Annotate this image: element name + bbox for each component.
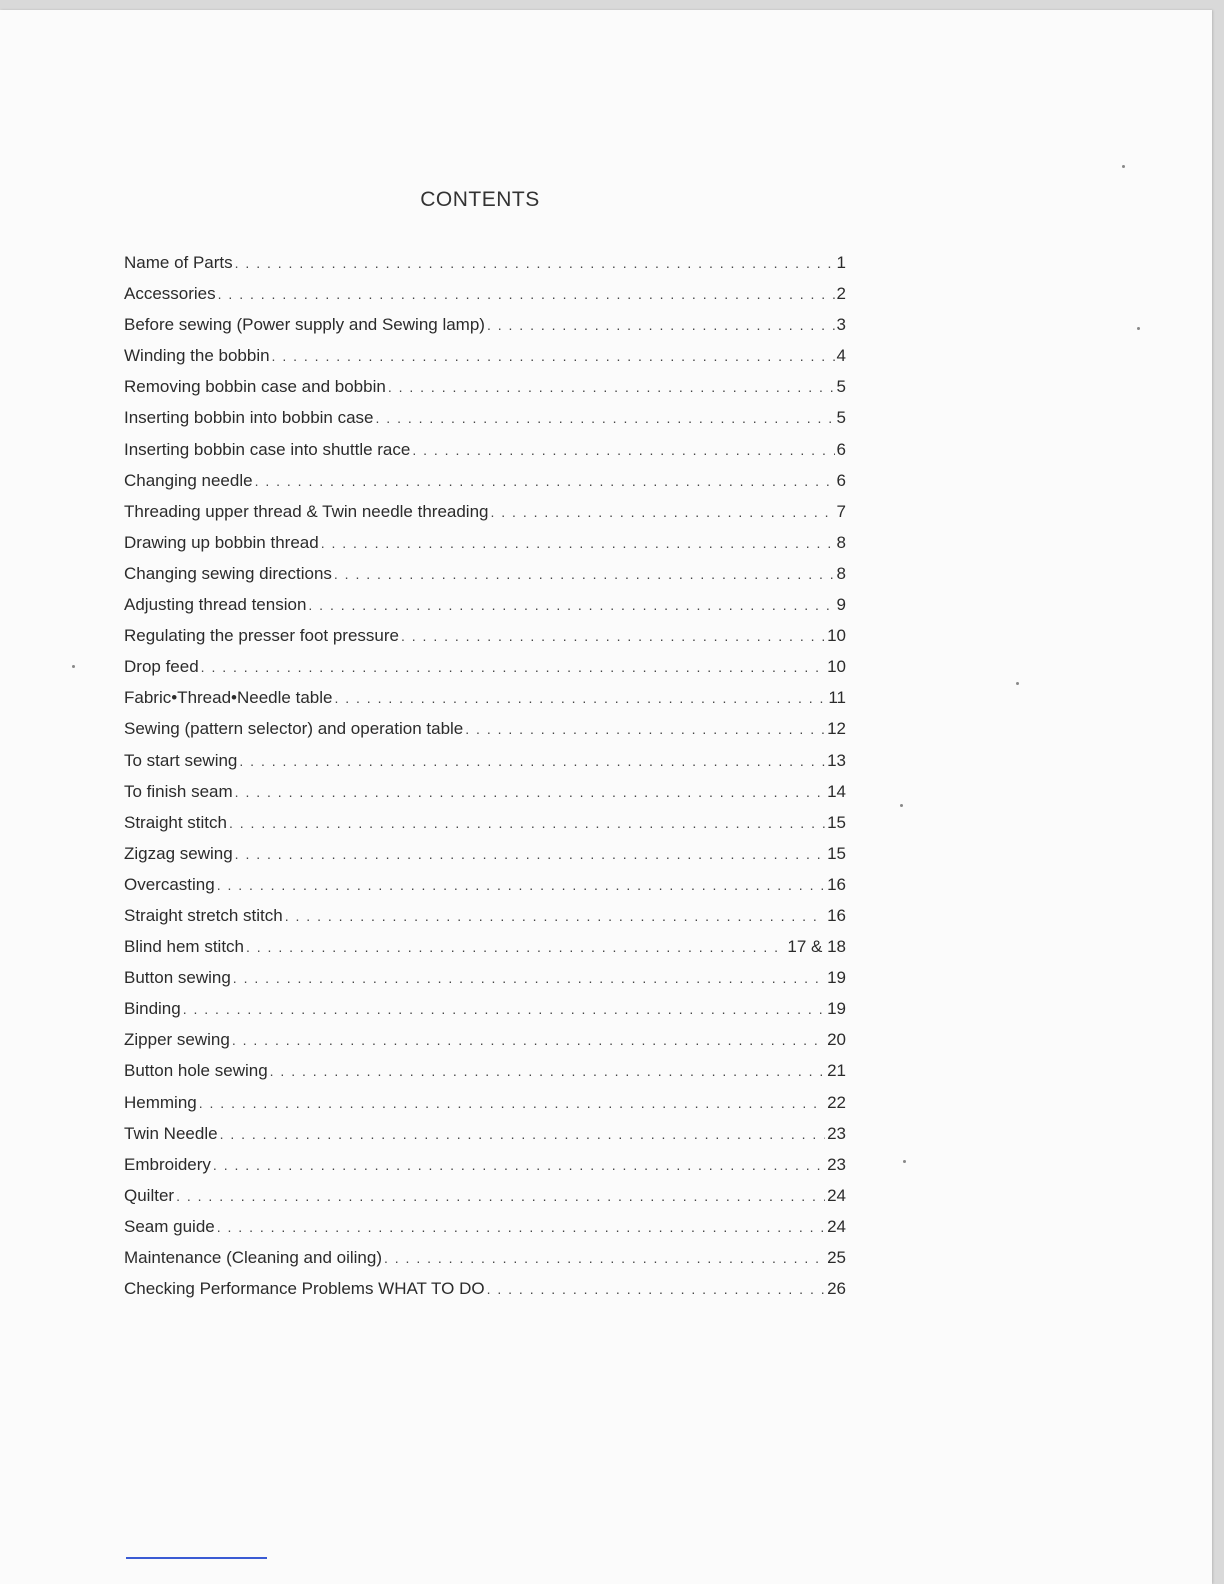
toc-entry (124, 967, 846, 998)
toc-dot-leader (308, 594, 834, 616)
toc-entry-page-number: 14 (827, 781, 846, 801)
toc-dot-leader (491, 501, 835, 523)
toc-entry-label: Changing sewing directions (124, 563, 332, 583)
scan-speck (1016, 682, 1019, 685)
toc-entry-page-number: 20 (827, 1030, 846, 1050)
toc-entry-page-number: 5 (836, 377, 846, 397)
toc-dot-leader (233, 967, 825, 989)
toc-entry-label: Removing bobbin case and bobbin (124, 377, 386, 397)
scan-speck (903, 1160, 906, 1163)
toc-dot-leader (272, 345, 835, 367)
toc-entry-label: Zigzag sewing (124, 843, 233, 863)
toc-entry-label: Threading upper thread & Twin needle threading (124, 501, 489, 521)
toc-dot-leader (487, 1278, 826, 1300)
toc-entry-label: Fabric•Thread•Needle table (124, 688, 333, 708)
toc-entry-label: Name of Parts (124, 253, 233, 272)
document-page (0, 10, 1212, 1584)
toc-dot-leader (401, 625, 825, 647)
toc-entry (124, 874, 846, 905)
toc-entry-page-number: 6 (836, 470, 846, 490)
toc-entry-page-number: 26 (827, 1279, 846, 1299)
table-of-contents (124, 252, 846, 1309)
toc-entry (124, 750, 846, 781)
toc-dot-leader (232, 1029, 825, 1051)
toc-entry-label: Button hole sewing (124, 1061, 268, 1081)
toc-entry-page-number: 1 (836, 253, 846, 272)
toc-dot-leader (487, 314, 835, 336)
toc-entry-page-number: 24 (827, 1216, 846, 1236)
toc-entry-page-number: 10 (827, 657, 846, 677)
toc-entry (124, 812, 846, 843)
toc-entry-page-number: 10 (827, 626, 846, 646)
toc-dot-leader (334, 563, 835, 585)
toc-entry-label: Sewing (pattern selector) and operation table (124, 719, 464, 739)
toc-dot-leader (412, 439, 834, 461)
toc-entry (124, 998, 846, 1029)
toc-entry-page-number: 15 (827, 843, 846, 863)
toc-entry-page-number: 2 (836, 284, 846, 304)
toc-entry-label: Twin Needle (124, 1123, 218, 1143)
toc-entry (124, 594, 846, 625)
toc-entry-page-number: 16 (827, 874, 846, 894)
toc-entry (124, 1247, 846, 1278)
scan-speck (900, 804, 903, 807)
toc-entry (124, 718, 846, 749)
toc-entry-page-number: 16 (827, 905, 846, 925)
toc-entry-page-number: 4 (836, 346, 846, 366)
toc-entry-label: Before sewing (Power supply and Sewing lamp) (124, 315, 485, 335)
toc-entry (124, 1060, 846, 1091)
toc-entry-label: Straight stitch (124, 812, 227, 832)
toc-entry-label: Seam guide (124, 1216, 215, 1236)
toc-entry (124, 936, 846, 967)
toc-entry-page-number: 19 (827, 999, 846, 1019)
toc-entry-label: Embroidery (124, 1154, 211, 1174)
toc-entry-label: Straight stretch stitch (124, 905, 283, 925)
toc-entry-page-number: 5 (836, 408, 846, 428)
toc-entry-page-number: 12 (827, 719, 846, 739)
toc-entry-page-number: 8 (836, 532, 846, 552)
toc-dot-leader (201, 656, 825, 678)
toc-entry-label: Blind hem stitch (124, 937, 244, 957)
toc-dot-leader (321, 532, 835, 554)
toc-entry-label: Accessories (124, 284, 216, 304)
toc-dot-leader (229, 812, 825, 834)
toc-dot-leader (220, 1123, 826, 1145)
toc-entry (124, 563, 846, 594)
toc-entry (124, 314, 846, 345)
toc-entry (124, 905, 846, 936)
toc-dot-leader (213, 1154, 825, 1176)
toc-entry-page-number: 21 (827, 1061, 846, 1081)
toc-entry (124, 252, 846, 283)
toc-entry-label: Hemming (124, 1092, 197, 1112)
toc-dot-leader (176, 1185, 825, 1207)
scan-speck (72, 665, 75, 668)
toc-entry-page-number: 9 (836, 595, 846, 615)
toc-entry-page-number: 8 (836, 563, 846, 583)
toc-dot-leader (376, 407, 835, 429)
toc-entry (124, 470, 846, 501)
toc-entry (124, 656, 846, 687)
toc-dot-leader (334, 687, 826, 709)
toc-entry (124, 687, 846, 718)
toc-entry-page-number: 24 (827, 1185, 846, 1205)
footer-rule (126, 1557, 267, 1559)
toc-dot-leader (218, 283, 835, 305)
toc-dot-leader (270, 1060, 825, 1082)
toc-entry (124, 625, 846, 656)
page-title: CONTENTS (420, 188, 540, 211)
toc-entry-label: Drop feed (124, 657, 199, 677)
toc-entry (124, 1185, 846, 1216)
toc-dot-leader (255, 470, 835, 492)
toc-entry (124, 1154, 846, 1185)
toc-entry-label: Maintenance (Cleaning and oiling) (124, 1248, 382, 1267)
toc-entry-label: Quilter (124, 1185, 175, 1205)
toc-entry-label: To finish seam (124, 781, 233, 801)
toc-entry-label: Checking Performance Problems WHAT TO DO (124, 1279, 485, 1299)
toc-entry-page-number: 13 (827, 750, 846, 770)
toc-entry-page-number: 17 & 18 (787, 937, 846, 957)
toc-dot-leader (465, 718, 825, 740)
toc-dot-leader (285, 905, 825, 927)
toc-entry (124, 283, 846, 314)
toc-dot-leader (217, 874, 825, 896)
toc-entry-page-number: 23 (827, 1154, 846, 1174)
toc-entry (124, 376, 846, 407)
toc-entry-label: Changing needle (124, 470, 253, 490)
toc-entry (124, 407, 846, 438)
toc-entry-page-number: 15 (827, 812, 846, 832)
scan-speck (1122, 165, 1125, 168)
toc-entry-label: Inserting bobbin case into shuttle race (124, 439, 411, 459)
toc-entry-page-number: 7 (836, 501, 846, 521)
toc-entry (124, 1092, 846, 1123)
toc-entry-page-number: 3 (836, 315, 846, 335)
toc-dot-leader (235, 781, 825, 803)
toc-entry (124, 501, 846, 532)
toc-entry-label: Inserting bobbin into bobbin case (124, 408, 374, 428)
toc-entry-label: Winding the bobbin (124, 346, 270, 366)
toc-dot-leader (388, 376, 835, 398)
toc-dot-leader (235, 252, 835, 274)
toc-entry-label: Adjusting thread tension (124, 595, 307, 615)
toc-entry-label: Binding (124, 999, 181, 1019)
toc-entry-page-number: 11 (828, 688, 846, 708)
toc-dot-leader (239, 750, 825, 772)
toc-dot-leader (384, 1247, 825, 1269)
toc-dot-leader (199, 1092, 825, 1114)
toc-entry (124, 1123, 846, 1154)
toc-dot-leader (183, 998, 825, 1020)
toc-entry-page-number: 19 (827, 968, 846, 988)
toc-entry-page-number: 6 (836, 439, 846, 459)
toc-entry-page-number: 25 (827, 1248, 846, 1267)
toc-entry (124, 843, 846, 874)
toc-entry-label: Drawing up bobbin thread (124, 532, 319, 552)
toc-entry-page-number: 23 (827, 1123, 846, 1143)
toc-entry-label: Regulating the presser foot pressure (124, 626, 399, 646)
toc-entry (124, 439, 846, 470)
toc-dot-leader (235, 843, 825, 865)
toc-entry (124, 1278, 846, 1309)
toc-entry-label: To start sewing (124, 750, 238, 770)
scan-speck (1137, 327, 1140, 330)
toc-entry (124, 532, 846, 563)
toc-entry (124, 781, 846, 812)
toc-entry-page-number: 22 (827, 1092, 846, 1112)
toc-dot-leader (217, 1216, 825, 1238)
toc-entry (124, 1216, 846, 1247)
toc-entry-label: Overcasting (124, 874, 215, 894)
toc-entry-label: Zipper sewing (124, 1030, 230, 1050)
toc-entry (124, 1029, 846, 1060)
toc-dot-leader (246, 936, 785, 958)
toc-entry-label: Button sewing (124, 968, 231, 988)
toc-entry (124, 345, 846, 376)
